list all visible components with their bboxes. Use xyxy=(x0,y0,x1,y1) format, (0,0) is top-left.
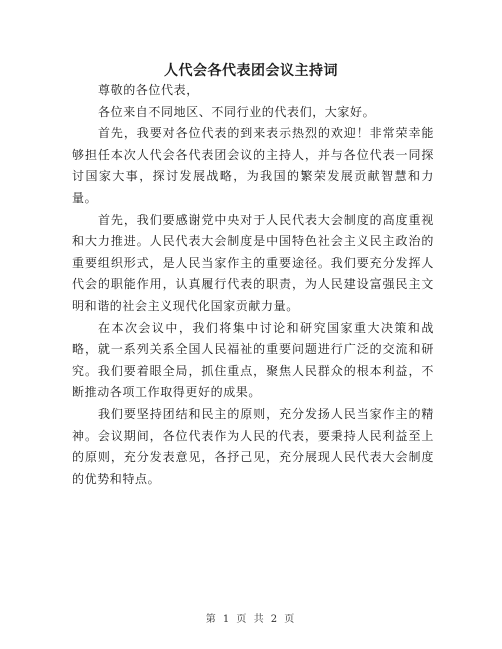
paragraph: 在本次会议中，我们将集中讨论和研究国家重大决策和战略，就一系列关系全国人民福祉的重要问题进行广泛的交流和研究。我们要着眼全局，抓住重点，聚焦人民群众的根本利益，不断推动各项工作取得更好的成果。 xyxy=(72,320,434,400)
document-body xyxy=(72,80,434,490)
paragraph: 首先，我要对各位代表的到来表示热烈的欢迎！非常荣幸能够担任本次人代会各代表团会议的主持人，并与各位代表一同探讨国家大事，探讨发展战略，为我国的繁荣发展贡献智慧和力量。 xyxy=(72,126,434,205)
document-title: 人代会各代表团会议主持词 xyxy=(164,63,338,79)
paragraph: 各位来自不同地区、不同行业的代表们，大家好。 xyxy=(98,104,376,119)
page-number-footer: 第 1 页 共 2 页 xyxy=(205,614,297,625)
paragraph: 首先，我们要感谢党中央对于人民代表大会制度的高度重视和大力推进。人民代表大会制度是中国特色社会主义民主政治的重要组织形式，是人民当家作主的重要途径。我们要充分发挥人代会的职能作用，认真履行代表的职责，为人民建设富强民主文明和谐的社会主义现代化国家贡献力量。 xyxy=(72,212,434,313)
salutation: 尊敬的各位代表， xyxy=(98,83,199,97)
paragraph: 我们要坚持团结和民主的原则，充分发扬人民当家作主的精神。会议期间，各位代表作为人民的代表，要秉持人民利益至上的原则，充分发表意见，各抒己见，充分展现人民代表大会制度的优势和特点。 xyxy=(72,406,434,486)
